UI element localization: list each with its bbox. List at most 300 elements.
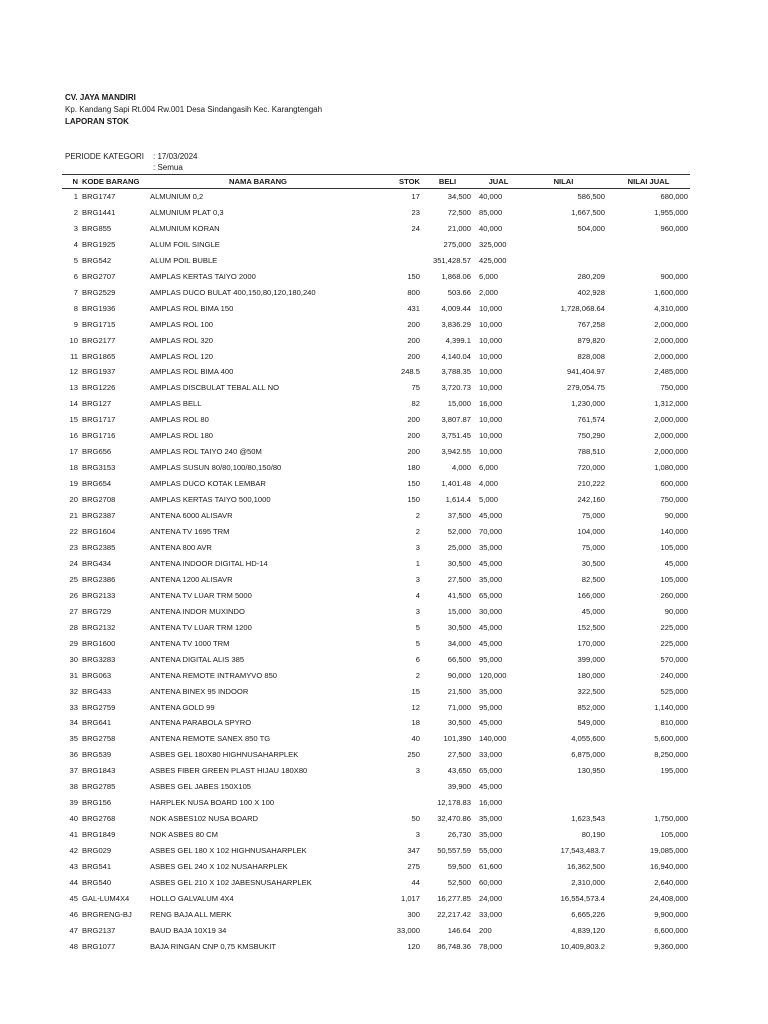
jual-cell: 70,000 xyxy=(479,527,503,537)
nilai-jual-cell: 1,750,000 xyxy=(654,814,688,824)
jual-cell: 45,000 xyxy=(479,511,503,521)
nama-barang-cell: NOK ASBES102 NUSA BOARD xyxy=(150,814,259,824)
kode-barang-cell: BRG541 xyxy=(82,862,112,872)
row-number: 23 xyxy=(69,542,78,552)
row-number: 41 xyxy=(69,830,78,840)
nama-barang-cell: ANTENA TV LUAR TRM 5000 xyxy=(150,590,252,600)
column-header-beli: BELI xyxy=(422,175,473,189)
row-number: 46 xyxy=(69,909,78,919)
jual-cell: 10,000 xyxy=(479,319,503,329)
nama-barang-cell: RENG BAJA ALL MERK xyxy=(150,909,232,919)
row-number: 43 xyxy=(69,862,78,872)
stok-cell xyxy=(368,253,422,269)
stok-cell: 18 xyxy=(411,718,420,728)
nama-barang-cell: AMPLAS ROL TAIYO 240 @50M xyxy=(150,447,262,457)
stok-cell: 2 xyxy=(415,511,420,521)
stok-cell: 44 xyxy=(411,877,420,887)
jual-cell: 16,000 xyxy=(479,798,503,808)
nilai-jual-cell: 600,000 xyxy=(660,479,688,489)
table-row xyxy=(62,269,690,285)
jual-cell: 35,000 xyxy=(479,542,503,552)
row-number: 34 xyxy=(69,718,78,728)
stok-cell: 33,000 xyxy=(396,925,420,935)
nama-barang-cell: ALMUNIUM KORAN xyxy=(150,223,220,233)
jual-cell: 325,000 xyxy=(479,239,507,249)
periode-value: : 17/03/2024 xyxy=(153,152,198,161)
beli-cell: 4,009.44 xyxy=(441,303,471,313)
nilai-jual-cell: 16,940,000 xyxy=(649,862,688,872)
nilai-cell: 80,190 xyxy=(581,830,605,840)
beli-cell: 25,000 xyxy=(447,542,471,552)
nilai-jual-cell: 5,600,000 xyxy=(654,734,688,744)
beli-cell: 3,836.29 xyxy=(441,319,471,329)
table-row xyxy=(62,508,690,524)
row-number: 16 xyxy=(69,431,78,441)
table-row xyxy=(62,237,690,253)
jual-cell: 85,000 xyxy=(479,207,503,217)
nilai-cell: 549,000 xyxy=(577,718,605,728)
stok-cell: 3 xyxy=(415,766,420,776)
kode-barang-cell: BRG1077 xyxy=(82,941,116,951)
nama-barang-cell: AMPLAS ROL 120 xyxy=(150,351,214,361)
nama-barang-cell: AMPLAS ROL 320 xyxy=(150,335,214,345)
nilai-cell: 322,500 xyxy=(577,686,605,696)
table-row xyxy=(62,380,690,396)
nilai-jual-cell: 1,140,000 xyxy=(654,702,688,712)
stok-cell: 248.5 xyxy=(400,367,420,377)
beli-cell: 12,178.83 xyxy=(437,798,471,808)
table-row xyxy=(62,189,690,205)
nilai-jual-cell: 90,000 xyxy=(664,511,688,521)
nama-barang-cell: AMPLAS KERTAS TAIYO 500,1000 xyxy=(150,495,271,505)
kode-barang-cell: BRG539 xyxy=(82,750,112,760)
nilai-jual-cell: 2,000,000 xyxy=(654,335,688,345)
table-row xyxy=(62,396,690,412)
nama-barang-cell: AMPLAS DUCO KOTAK LEMBAR xyxy=(150,479,266,489)
jual-cell: 40,000 xyxy=(479,192,503,201)
nilai-cell: 879,820 xyxy=(577,335,605,345)
column-header-no: N xyxy=(62,175,80,189)
kode-barang-cell: BRG2385 xyxy=(82,542,116,552)
nama-barang-cell: AMPLAS ROL BIMA 400 xyxy=(150,367,234,377)
nilai-cell: 4,055,600 xyxy=(571,734,605,744)
table-row xyxy=(62,412,690,428)
jual-cell: 120,000 xyxy=(479,670,507,680)
nilai-cell: 170,000 xyxy=(577,638,605,648)
beli-cell: 59,500 xyxy=(447,862,471,872)
nilai-cell: 17,543,483.7 xyxy=(560,846,605,856)
stok-cell: 300 xyxy=(407,909,420,919)
report-title: LAPORAN STOK xyxy=(65,117,129,126)
jual-cell: 10,000 xyxy=(479,431,503,441)
row-number: 3 xyxy=(73,223,78,233)
row-number: 2 xyxy=(73,207,78,217)
row-number: 48 xyxy=(69,941,78,951)
nama-barang-cell: AMPLAS KERTAS TAIYO 2000 xyxy=(150,271,256,281)
nilai-jual-cell: 260,000 xyxy=(660,590,688,600)
stock-table xyxy=(62,174,690,955)
nilai-jual-cell: 45,000 xyxy=(664,558,688,568)
kode-barang-cell: BRG1936 xyxy=(82,303,116,313)
row-number: 24 xyxy=(69,558,78,568)
nama-barang-cell: ANTENA 800 AVR xyxy=(150,542,212,552)
row-number: 27 xyxy=(69,606,78,616)
nilai-cell: 767,258 xyxy=(577,319,605,329)
jual-cell: 40,000 xyxy=(479,223,503,233)
kode-barang-cell: BRG433 xyxy=(82,686,112,696)
nama-barang-cell: ANTENA TV 1000 TRM xyxy=(150,638,230,648)
kode-barang-cell: BRG1717 xyxy=(82,415,116,425)
nilai-jual-cell xyxy=(607,253,690,269)
nilai-jual-cell: 90,000 xyxy=(664,606,688,616)
kode-barang-cell: BRG1600 xyxy=(82,638,116,648)
kode-barang-cell: BRG1441 xyxy=(82,207,116,217)
jual-cell: 10,000 xyxy=(479,351,503,361)
nilai-cell: 1,230,000 xyxy=(571,399,605,409)
stok-cell: 150 xyxy=(407,271,420,281)
row-number: 6 xyxy=(73,271,78,281)
jual-cell: 45,000 xyxy=(479,718,503,728)
nama-barang-cell: ANTENA 1200 ALISAVR xyxy=(150,574,233,584)
table-row xyxy=(62,604,690,620)
stok-cell: 200 xyxy=(407,319,420,329)
stok-cell: 40 xyxy=(411,734,420,744)
table-row xyxy=(62,620,690,636)
kode-barang-cell: BRG3283 xyxy=(82,654,116,664)
report-header xyxy=(65,92,705,128)
nilai-cell: 1,667,500 xyxy=(571,207,605,217)
nama-barang-cell: ASBES FIBER GREEN PLAST HIJAU 180X80 xyxy=(150,766,308,776)
row-number: 8 xyxy=(73,303,78,313)
stok-cell: 6 xyxy=(415,654,420,664)
beli-cell: 1,614.4 xyxy=(445,495,471,505)
stok-cell: 24 xyxy=(411,223,420,233)
nilai-cell: 6,665,226 xyxy=(571,909,605,919)
stok-cell: 200 xyxy=(407,351,420,361)
kode-barang-cell: BRG1716 xyxy=(82,431,116,441)
beli-cell: 37,500 xyxy=(447,511,471,521)
table-row xyxy=(62,301,690,317)
table-header-row xyxy=(62,175,690,189)
nilai-cell: 10,409,803.2 xyxy=(560,941,605,951)
column-header-nilai-jual: NILAI JUAL xyxy=(607,175,690,189)
jual-cell: 16,000 xyxy=(479,399,503,409)
nilai-jual-cell xyxy=(607,795,690,811)
jual-cell: 10,000 xyxy=(479,447,503,457)
row-number: 39 xyxy=(69,798,78,808)
stok-cell: 200 xyxy=(407,415,420,425)
beli-cell: 3,788.35 xyxy=(441,367,471,377)
stok-cell: 347 xyxy=(407,846,420,856)
column-header-nilai: NILAI xyxy=(520,175,607,189)
kode-barang-cell: BRGRENG-BJ xyxy=(82,909,132,919)
stok-cell: 200 xyxy=(407,431,420,441)
stok-cell: 3 xyxy=(415,830,420,840)
row-number: 11 xyxy=(70,351,78,361)
nilai-cell: 586,500 xyxy=(577,192,605,201)
nilai-cell: 180,000 xyxy=(577,670,605,680)
jual-cell: 10,000 xyxy=(479,335,503,345)
kode-barang-cell: BRG2132 xyxy=(82,622,116,632)
nama-barang-cell: ANTENA BINEX 95 INDOOR xyxy=(150,686,249,696)
row-number: 15 xyxy=(69,415,78,425)
report-meta xyxy=(65,151,365,173)
nilai-cell: 75,000 xyxy=(581,511,605,521)
nilai-cell: 210,222 xyxy=(577,479,605,489)
kode-barang-cell: BRG2707 xyxy=(82,271,116,281)
kode-barang-cell: BRG1747 xyxy=(82,192,116,201)
column-header-jual: JUAL xyxy=(473,175,520,189)
stok-cell: 250 xyxy=(407,750,420,760)
jual-cell: 45,000 xyxy=(479,558,503,568)
beli-cell: 86,748.36 xyxy=(437,941,471,951)
table-body xyxy=(62,189,690,955)
kode-barang-cell: BRG542 xyxy=(82,255,112,265)
nilai-jual-cell: 6,600,000 xyxy=(654,925,688,935)
kode-barang-cell: BRG2386 xyxy=(82,574,116,584)
table-row xyxy=(62,779,690,795)
nilai-cell: 788,510 xyxy=(577,447,605,457)
nilai-cell: 242,160 xyxy=(577,495,605,505)
kode-barang-cell: BRG2133 xyxy=(82,590,116,600)
nama-barang-cell: BAJA RINGAN CNP 0,75 KMSBUKIT xyxy=(150,941,277,951)
stok-cell: 431 xyxy=(407,303,420,313)
kode-barang-cell: BRG654 xyxy=(82,479,112,489)
nama-barang-cell: AMPLAS ROL BIMA 150 xyxy=(150,303,234,313)
kode-barang-cell: BRG1843 xyxy=(82,766,116,776)
beli-cell: 90,000 xyxy=(447,670,471,680)
nilai-jual-cell: 2,640,000 xyxy=(654,877,688,887)
nilai-jual-cell: 1,600,000 xyxy=(654,287,688,297)
nilai-cell xyxy=(520,237,607,253)
table-row xyxy=(62,811,690,827)
nama-barang-cell: ALMUNIUM 0,2 xyxy=(150,192,204,201)
nama-barang-cell: NOK ASBES 80 CM xyxy=(150,830,218,840)
kode-barang-cell: BRG855 xyxy=(82,223,112,233)
kategori-value: : Semua xyxy=(153,163,183,172)
nama-barang-cell: AMPLAS DUCO BULAT 400,150,80,120,180,240 xyxy=(150,287,316,297)
table-row xyxy=(62,333,690,349)
beli-cell: 71,000 xyxy=(447,702,471,712)
jual-cell: 60,000 xyxy=(479,877,503,887)
periode-label: PERIODE KATEGORI xyxy=(65,152,144,161)
row-number: 38 xyxy=(69,782,78,792)
nilai-cell: 166,000 xyxy=(577,590,605,600)
jual-cell: 35,000 xyxy=(479,686,503,696)
jual-cell: 10,000 xyxy=(479,367,503,377)
nilai-cell: 16,554,573.4 xyxy=(560,893,605,903)
jual-cell: 65,000 xyxy=(479,590,503,600)
nilai-jual-cell: 810,000 xyxy=(660,718,688,728)
nilai-jual-cell: 195,000 xyxy=(660,766,688,776)
nilai-jual-cell: 570,000 xyxy=(660,654,688,664)
nama-barang-cell: ALUM POIL BUBLE xyxy=(150,255,218,265)
stok-cell: 50 xyxy=(411,814,420,824)
nilai-cell: 280,209 xyxy=(577,271,605,281)
nama-barang-cell: ANTENA TV LUAR TRM 1200 xyxy=(150,622,252,632)
table-row xyxy=(62,731,690,747)
table-row xyxy=(62,253,690,269)
row-number: 12 xyxy=(69,367,78,377)
table-row xyxy=(62,747,690,763)
kode-barang-cell: BRG2768 xyxy=(82,814,116,824)
table-row xyxy=(62,827,690,843)
beli-cell: 351,428.57 xyxy=(432,255,471,265)
kode-barang-cell: BRG3153 xyxy=(82,463,116,473)
nilai-cell: 761,574 xyxy=(577,415,605,425)
jual-cell: 140,000 xyxy=(479,734,507,744)
nilai-jual-cell: 1,080,000 xyxy=(654,463,688,473)
table-row xyxy=(62,636,690,652)
nilai-cell: 4,839,120 xyxy=(571,925,605,935)
beli-cell: 30,500 xyxy=(447,718,471,728)
stok-cell: 17 xyxy=(411,192,420,201)
stok-cell: 23 xyxy=(411,207,420,217)
nilai-cell: 1,623,543 xyxy=(571,814,605,824)
stok-cell: 200 xyxy=(407,447,420,457)
table-row xyxy=(62,859,690,875)
kode-barang-cell: BRG156 xyxy=(82,798,112,808)
stok-cell: 150 xyxy=(407,495,420,505)
nilai-jual-cell: 240,000 xyxy=(660,670,688,680)
beli-cell: 26,730 xyxy=(447,830,471,840)
nilai-cell: 82,500 xyxy=(581,574,605,584)
beli-cell: 30,500 xyxy=(447,622,471,632)
beli-cell: 15,000 xyxy=(447,399,471,409)
row-number: 4 xyxy=(73,239,78,249)
nilai-jual-cell: 750,000 xyxy=(660,383,688,393)
kode-barang-cell: BRG1226 xyxy=(82,383,116,393)
beli-cell: 1,868.06 xyxy=(441,271,471,281)
nilai-jual-cell: 1,955,000 xyxy=(654,207,688,217)
stok-cell: 800 xyxy=(407,287,420,297)
beli-cell: 4,399.1 xyxy=(445,335,471,345)
beli-cell: 50,557.59 xyxy=(437,846,471,856)
stok-cell: 1 xyxy=(415,558,420,568)
stok-cell: 200 xyxy=(407,335,420,345)
beli-cell: 34,000 xyxy=(447,638,471,648)
nilai-cell: 750,290 xyxy=(577,431,605,441)
nilai-jual-cell: 24,408,000 xyxy=(649,893,688,903)
stok-cell: 5 xyxy=(415,638,420,648)
table-row xyxy=(62,875,690,891)
jual-cell: 33,000 xyxy=(479,909,503,919)
table-row xyxy=(62,556,690,572)
nilai-jual-cell: 2,000,000 xyxy=(654,351,688,361)
kode-barang-cell: BRG1604 xyxy=(82,527,116,537)
nilai-jual-cell: 8,250,000 xyxy=(654,750,688,760)
row-number: 9 xyxy=(73,319,78,329)
table-row xyxy=(62,476,690,492)
kode-barang-cell: BRG1937 xyxy=(82,367,116,377)
nilai-jual-cell: 960,000 xyxy=(660,223,688,233)
stok-cell: 4 xyxy=(415,590,420,600)
kode-barang-cell: BRG1849 xyxy=(82,830,116,840)
table-row xyxy=(62,349,690,365)
table-row xyxy=(62,715,690,731)
kode-barang-cell: BRG2785 xyxy=(82,782,116,792)
jual-cell: 10,000 xyxy=(479,415,503,425)
beli-cell: 30,500 xyxy=(447,558,471,568)
jual-cell: 45,000 xyxy=(479,622,503,632)
row-number: 22 xyxy=(69,527,78,537)
nilai-cell: 828,008 xyxy=(577,351,605,361)
jual-cell: 95,000 xyxy=(479,654,503,664)
jual-cell: 35,000 xyxy=(479,814,503,824)
jual-cell: 33,000 xyxy=(479,750,503,760)
nama-barang-cell: AMPLAS DISCBULAT TEBAL ALL NO xyxy=(150,383,280,393)
nama-barang-cell: ASBES GEL 240 X 102 NUSAHARPLEK xyxy=(150,862,288,872)
stok-cell: 275 xyxy=(407,862,420,872)
table-row xyxy=(62,524,690,540)
nama-barang-cell: HARPLEK NUSA BOARD 100 X 100 xyxy=(150,798,275,808)
row-number: 18 xyxy=(69,463,78,473)
table-row xyxy=(62,285,690,301)
nilai-jual-cell: 19,085,000 xyxy=(649,846,688,856)
nama-barang-cell: ANTENA TV 1695 TRM xyxy=(150,527,230,537)
jual-cell: 4,000 xyxy=(479,479,499,489)
beli-cell: 72,500 xyxy=(447,207,471,217)
nilai-cell: 130,950 xyxy=(577,766,605,776)
stok-cell: 120 xyxy=(407,941,420,951)
stok-cell: 150 xyxy=(407,479,420,489)
kode-barang-cell: BRG2529 xyxy=(82,287,116,297)
jual-cell: 35,000 xyxy=(479,830,503,840)
table-row xyxy=(62,763,690,779)
jual-cell: 10,000 xyxy=(479,303,503,313)
row-number: 37 xyxy=(69,766,78,776)
nama-barang-cell: AMPLAS BELL xyxy=(150,399,202,409)
column-header-nama: NAMA BARANG xyxy=(148,175,368,189)
nilai-jual-cell: 4,310,000 xyxy=(654,303,688,313)
table-row xyxy=(62,492,690,508)
row-number: 30 xyxy=(69,654,78,664)
nilai-cell: 2,310,000 xyxy=(571,877,605,887)
beli-cell: 3,807.87 xyxy=(441,415,471,425)
nilai-cell: 720,000 xyxy=(577,463,605,473)
beli-cell: 15,000 xyxy=(447,606,471,616)
row-number: 1 xyxy=(73,192,78,201)
nama-barang-cell: ANTENA REMOTE SANEX 850 TG xyxy=(150,734,271,744)
nilai-jual-cell xyxy=(607,237,690,253)
table-row xyxy=(62,891,690,907)
beli-cell: 32,470.86 xyxy=(437,814,471,824)
beli-cell: 66,500 xyxy=(447,654,471,664)
nilai-cell: 16,362,500 xyxy=(566,862,605,872)
nama-barang-cell: AMPLAS ROL 180 xyxy=(150,431,214,441)
nilai-jual-cell: 225,000 xyxy=(660,638,688,648)
nilai-jual-cell: 9,900,000 xyxy=(654,909,688,919)
row-number: 21 xyxy=(69,511,78,521)
nilai-cell xyxy=(520,779,607,795)
table-row xyxy=(62,652,690,668)
nama-barang-cell: ANTENA DIGITAL ALIS 385 xyxy=(150,654,245,664)
row-number: 26 xyxy=(69,590,78,600)
beli-cell: 101,390 xyxy=(443,734,471,744)
nilai-cell: 402,928 xyxy=(577,287,605,297)
beli-cell: 503.66 xyxy=(447,287,471,297)
beli-cell: 39,900 xyxy=(447,782,471,792)
row-number: 17 xyxy=(69,447,78,457)
nilai-cell xyxy=(520,795,607,811)
row-number: 32 xyxy=(69,686,78,696)
nama-barang-cell: ANTENA INDOR MUXINDO xyxy=(150,606,245,616)
nilai-cell: 852,000 xyxy=(577,702,605,712)
table-row xyxy=(62,428,690,444)
nama-barang-cell: ANTENA PARABOLA SPYRO xyxy=(150,718,252,728)
beli-cell: 146.64 xyxy=(447,925,471,935)
nilai-jual-cell: 105,000 xyxy=(660,574,688,584)
